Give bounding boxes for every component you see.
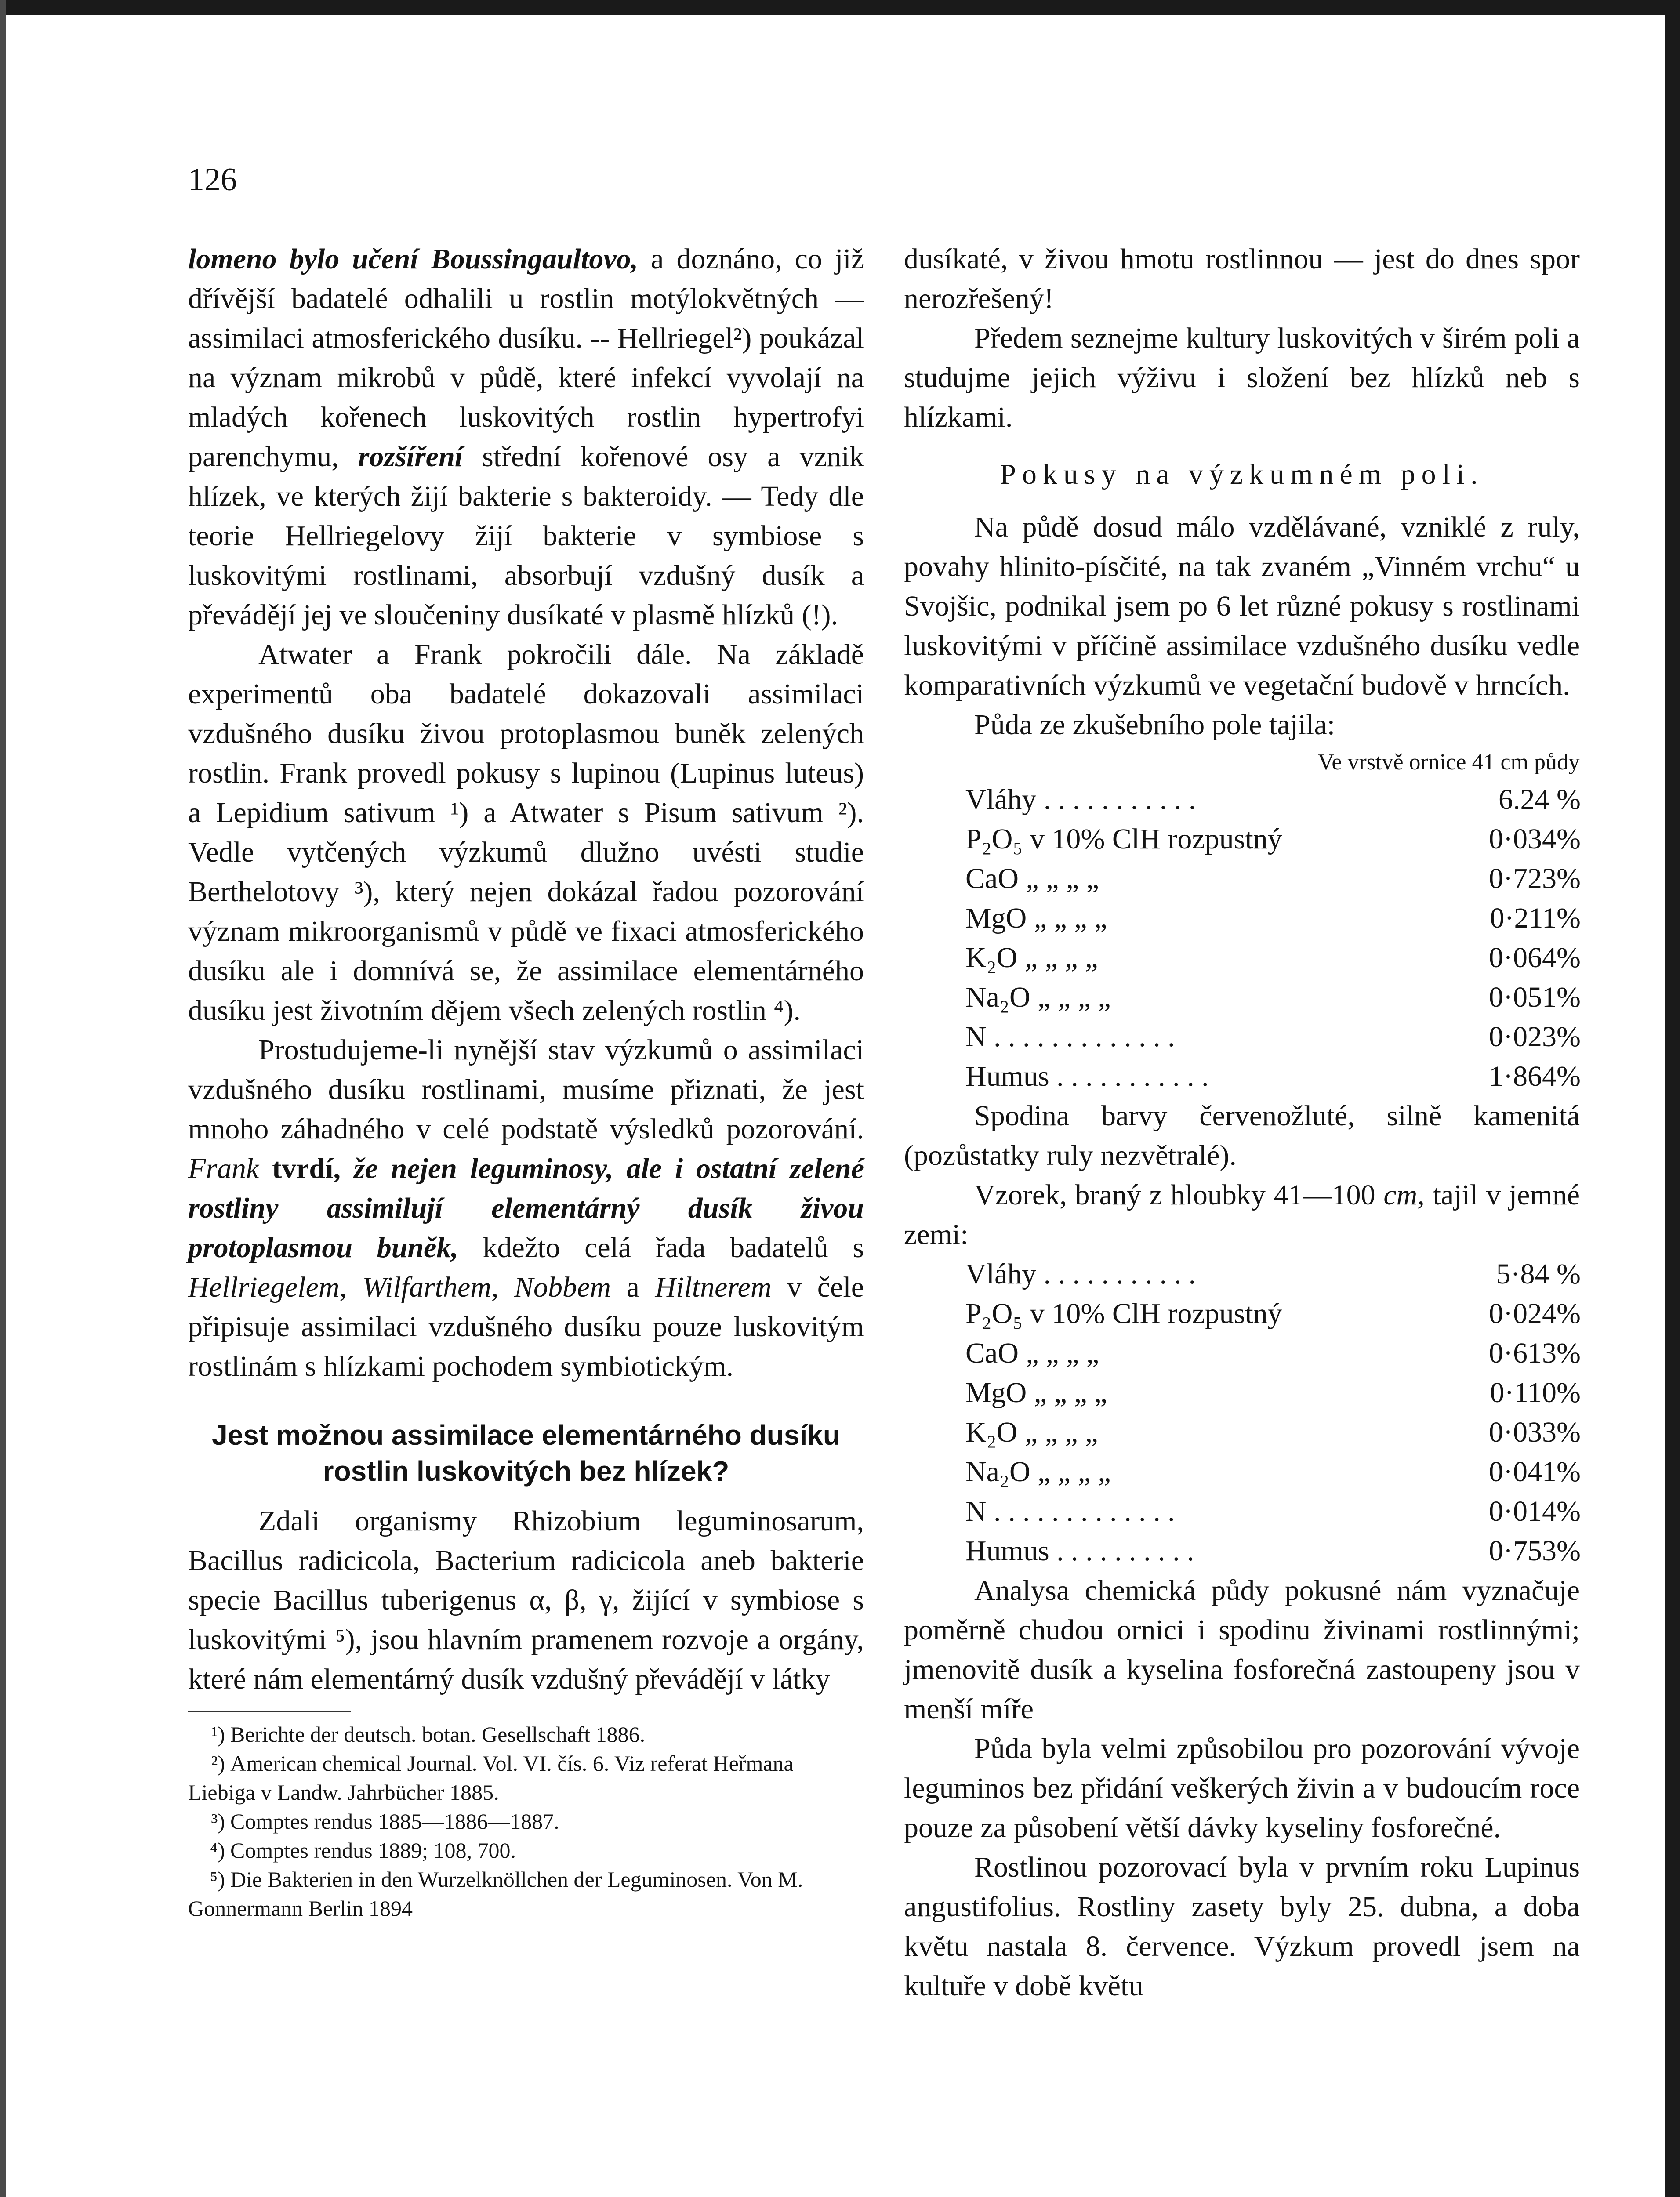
row-label: N . . . . . . . . . . . . . bbox=[965, 1021, 1175, 1053]
table-row bbox=[965, 938, 1581, 978]
row-label: Humus . . . . . . . . . . . bbox=[965, 1060, 1209, 1092]
row-label: MgO „ „ „ „ bbox=[965, 902, 1107, 934]
row-value: 0·211% bbox=[1490, 902, 1581, 934]
row-value: 0·034% bbox=[1489, 823, 1581, 855]
text-run: kdežto celá řada badatelů s bbox=[458, 1232, 864, 1264]
table-row bbox=[965, 1334, 1581, 1373]
row-label: Humus . . . . . . . . . . bbox=[965, 1535, 1194, 1567]
subheading: Pokusy na výzkumném poli. bbox=[1000, 458, 1484, 490]
footnote-mark: ⁵) bbox=[210, 1867, 225, 1892]
emphasis: Hiltnerem bbox=[655, 1271, 772, 1303]
scan-border-left bbox=[0, 0, 6, 2197]
paragraph: Rostlinou pozorovací byla v prvním roku Lupinus angustifolius. Rostliny zasety byly 25. dubna, a doba květu nastala 8. července. Výzkum provedl jsem na kultuře v době květu bbox=[904, 1851, 1580, 2002]
emphasis: že nejen leguminosy, ale i ostatní zelené rostliny assimilují elementárný dusík živou protoplasmou buněk, bbox=[188, 1153, 864, 1264]
table-row bbox=[965, 859, 1581, 899]
footnote bbox=[188, 1720, 864, 1749]
soil-analysis-topsoil bbox=[965, 780, 1581, 1096]
footnote-mark: ²) bbox=[211, 1751, 225, 1776]
row-value: 0·014% bbox=[1489, 1495, 1581, 1527]
row-label: MgO „ „ „ „ bbox=[965, 1377, 1107, 1409]
table-row bbox=[965, 1531, 1581, 1571]
footnote-mark: ³) bbox=[211, 1809, 225, 1834]
row-value: 5·84 % bbox=[1496, 1258, 1581, 1290]
emphasis-bold: tvrdí, bbox=[259, 1153, 341, 1185]
scan-border-top bbox=[0, 0, 1680, 15]
paragraph bbox=[188, 239, 864, 635]
paragraph: Na půdě dosud málo vzdělávané, vzniklé z ruly, povahy hlinito-písčité, na tak zvaném „Vinném vrchu“ u Svojšic, podnikal jsem po 6 let různé pokusy s rostlinami luskovitými v příčině assimilace vzdušného dusíku vedle komparativních výzkumů ve vegetační budově v hrncích. bbox=[904, 511, 1580, 701]
text-run: a bbox=[611, 1271, 655, 1303]
table-row bbox=[965, 1452, 1581, 1492]
soil-analysis-subsoil bbox=[965, 1254, 1581, 1571]
row-label: CaO „ „ „ „ bbox=[965, 863, 1099, 895]
right-column bbox=[904, 239, 1580, 2006]
row-value: 0·613% bbox=[1489, 1337, 1581, 1369]
row-label: P₂O₅ v 10% ClH rozpustný bbox=[965, 823, 1282, 855]
scan-border-right bbox=[1665, 0, 1680, 2197]
footnote-rule bbox=[188, 1711, 351, 1712]
emphasis: Frank bbox=[188, 1153, 259, 1185]
paragraph bbox=[904, 1175, 1580, 1254]
footnote-text: Die Bakterien in den Wurzelknöllchen der Leguminosen. Von M. Gonnermann Berlin 1894 bbox=[188, 1867, 803, 1921]
footnote-text: Berichte der deutsch. botan. Gesellschaft 1886. bbox=[230, 1722, 646, 1747]
row-value: 0·023% bbox=[1489, 1021, 1581, 1053]
row-label: K₂O „ „ „ „ bbox=[965, 1416, 1098, 1448]
row-label: CaO „ „ „ „ bbox=[965, 1337, 1099, 1369]
page-number: 126 bbox=[188, 162, 237, 198]
paragraph bbox=[188, 1030, 864, 1386]
row-value: 0·051% bbox=[1489, 981, 1581, 1013]
row-label: Vláhy . . . . . . . . . . . bbox=[965, 1258, 1196, 1290]
row-label: Na₂O „ „ „ „ bbox=[965, 1456, 1111, 1488]
paragraph: Spodina barvy červenožluté, silně kamenitá (pozůstatky ruly nezvětralé). bbox=[904, 1100, 1580, 1171]
table-note: Ve vrstvě ornice 41 cm půdy bbox=[1317, 750, 1580, 775]
table-row bbox=[965, 1017, 1581, 1057]
row-value: 0·064% bbox=[1489, 942, 1581, 974]
table-row bbox=[965, 780, 1581, 819]
table-row bbox=[965, 899, 1581, 938]
row-label: Na₂O „ „ „ „ bbox=[965, 981, 1111, 1013]
row-value: 0·041% bbox=[1489, 1456, 1581, 1488]
left-column bbox=[188, 239, 864, 1923]
table-row bbox=[965, 1057, 1581, 1096]
emphasis: cm, bbox=[1383, 1179, 1425, 1211]
text-run: Prostudujeme-li nynější stav výzkumů o assimilaci vzdušného dusíku rostlinami, musíme přiznati, že jest mnoho záhadného v celé podstatě výsledků pozorování. bbox=[188, 1034, 864, 1145]
table-row bbox=[965, 1492, 1581, 1531]
emphasis: Hellriegelem, Wilfarthem, Nobbem bbox=[188, 1271, 611, 1303]
row-value: 0·723% bbox=[1489, 863, 1581, 895]
footnote bbox=[188, 1865, 864, 1923]
row-value: 0·753% bbox=[1489, 1535, 1581, 1567]
emphasis: rozšíření bbox=[358, 441, 463, 473]
row-value: 0·033% bbox=[1489, 1416, 1581, 1448]
text-run: tajil v jemné zemi: bbox=[904, 1179, 1580, 1251]
footnote-text: American chemical Journal. Vol. VI. čís. 6. Viz referat Heřmana Liebiga v Landw. Jahrbücher 1885. bbox=[188, 1751, 794, 1805]
row-label: K₂O „ „ „ „ bbox=[965, 942, 1098, 974]
text-run: v čele připisuje assimilaci vzdušného dusíku pouze luskovitým rostlinám s hlízkami pochodem symbiotickým. bbox=[188, 1271, 864, 1382]
emphasis: lomeno bylo učení Boussingaultovo, bbox=[188, 243, 639, 275]
paragraph: Analysa chemická půdy pokusné nám vyznačuje poměrně chudou ornici i spodinu živinami rostlinnými; jmenovitě dusík a kyselina fosforečná zastoupeny jsou v menší míře bbox=[904, 1574, 1580, 1725]
paragraph: dusíkaté, v živou hmotu rostlinnou — jest do dnes spor nerozřešený! bbox=[904, 243, 1580, 315]
table-row bbox=[965, 1254, 1581, 1294]
table-row bbox=[965, 819, 1581, 859]
row-value: 0·110% bbox=[1490, 1377, 1581, 1409]
text-run: Vzorek, braný z hloubky 41—100 bbox=[974, 1179, 1384, 1211]
paragraph: Atwater a Frank pokročili dále. Na základě experimentů oba badatelé dokazovali assimilaci vzdušného dusíku živou protoplasmou buněk zelených rostlin. Frank provedl pokusy s lupinou (Lupinus luteus) a Lepidium sativum ¹) a Atwater s Pisum sativum ²). Vedle vytčených výzkumů dlužno uvésti studie Berthelotovy ³), který nejen dokázal řadou pozorování význam mikroorganismů v půdě ve fixaci atmosferického dusíku ale i domnívá se, že assimilace elementárného dusíku jest životním dějem všech zelených rostlin ⁴). bbox=[188, 638, 864, 1026]
text-run: a doznáno, co již dřívější badatelé odhalili u rostlin motýlokvětných — assimilaci atmosferického dusíku. -- Hellriegel²) poukázal na význam mikrobů v půdě, které infekcí vyvolají na mladých kořenech luskovitých rostlin hypertrofyi parenchymu, bbox=[188, 243, 864, 473]
footnote-text: Comptes rendus 1885—1886—1887. bbox=[230, 1809, 559, 1834]
row-label: Vláhy . . . . . . . . . . . bbox=[965, 783, 1196, 816]
footnote bbox=[188, 1836, 864, 1865]
row-label: N . . . . . . . . . . . . . bbox=[965, 1495, 1175, 1527]
paragraph: Předem seznejme kultury luskovitých v širém poli a studujme jejich výživu i složení bez hlízků neb s hlízkami. bbox=[904, 322, 1580, 433]
paragraph: Půda ze zkušebního pole tajila: bbox=[974, 709, 1335, 741]
table-row bbox=[965, 1373, 1581, 1413]
text-run: střední kořenové osy a vznik hlízek, ve kterých žijí bakterie s bakteroidy. — Tedy dle teorie Hellriegelovy žijí bakterie v symbiose s luskovitými rostlinami, absorbují vzdušný dusík a převádějí jej ve sloučeniny dusíkaté v plasmě hlízků (!). bbox=[188, 441, 864, 631]
row-value: 0·024% bbox=[1489, 1298, 1581, 1330]
table-row bbox=[965, 1413, 1581, 1452]
row-value: 6.24 % bbox=[1499, 783, 1581, 816]
section-heading: Jest možnou assimilace elementárného dusíku rostlin luskovitých bez hlízek? bbox=[212, 1419, 840, 1487]
table-row bbox=[965, 1294, 1581, 1334]
footnote bbox=[188, 1749, 864, 1807]
table-row bbox=[965, 978, 1581, 1017]
footnote-mark: ⁴) bbox=[210, 1838, 225, 1863]
paragraph: Půda byla velmi způsobilou pro pozorování vývoje leguminos bez přidání veškerých živin a v budoucím roce pouze za působení větší dávky kyseliny fosforečné. bbox=[904, 1733, 1580, 1844]
footnote-text: Comptes rendus 1889; 108, 700. bbox=[230, 1838, 516, 1863]
row-label: P₂O₅ v 10% ClH rozpustný bbox=[965, 1298, 1282, 1330]
paragraph: Zdali organismy Rhizobium leguminosarum, Bacillus radicicola, Bacterium radicicola aneb bakterie specie Bacillus tuberigenus α, β, γ, žijící v symbiose s luskovitými ⁵), jsou hlavním pramenem rozvoje a orgány, které nám elementárný dusík vzdušný převádějí v látky bbox=[188, 1505, 864, 1695]
row-value: 1·864% bbox=[1489, 1060, 1581, 1092]
footnote bbox=[188, 1807, 864, 1836]
footnote-mark: ¹) bbox=[211, 1722, 225, 1747]
